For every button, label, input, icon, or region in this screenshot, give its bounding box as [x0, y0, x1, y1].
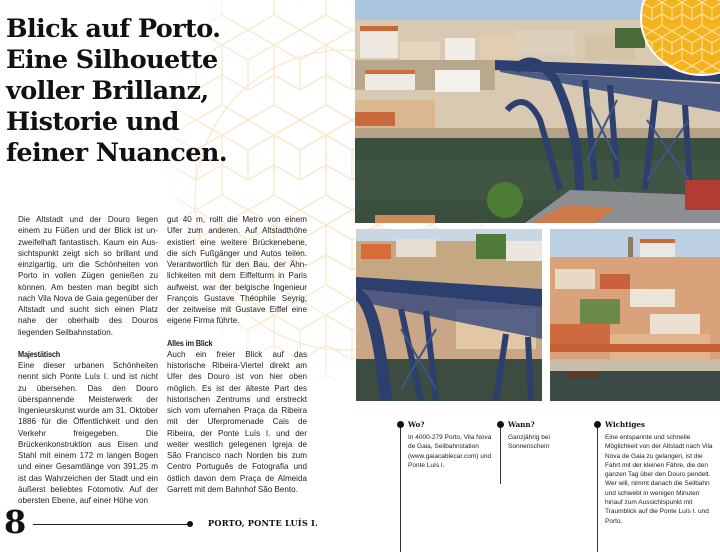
section1-paragraph-part2: gut 40 m, rollt die Metro von einem Ufer zum anderen. Auf Altstadthöhe existiert eine weitere Brückenebene, die sich Fußgänger und Autos teilen. Verantwortlich für den Bau, der Ähnlichkeiten mit dem Eiffelturm in Paris aufweist, war der belgische Ingenieur François Gustave Théophile Seyrig, der zeitweise mit Gustave Eiffel eine eigene Firma führte.	[167, 215, 307, 326]
bullet-dot-icon	[397, 421, 404, 428]
info-box-where	[397, 420, 497, 470]
info-box-rule	[597, 424, 598, 552]
intro-paragraph: Die Altstadt und der Douro liegen einem zu Füßen und der Blick ist unzweifelhaft fantastisch. Kaum ein Aussichtspunkt zeigt sich so brillant und einzigartig, um die Schönheiten von Porto in vollen Zügen genießen zu können. Am besten man begibt sich nach Vila Nova de Gaia gegenüber der Altstadt und sucht sich einen Platz nahe der oberhalb des Douros liegenden Seilbahnstation.	[18, 215, 158, 337]
bullet-dot-icon	[594, 421, 601, 428]
photo-ribeira	[550, 229, 720, 401]
info-box-title: Wann?	[508, 420, 535, 429]
info-box-when	[497, 420, 589, 452]
footer-dot-icon	[187, 521, 193, 527]
info-box-rule	[400, 424, 401, 552]
article-column-2	[167, 214, 307, 506]
headline-line: feiner Nuancen.	[6, 138, 228, 168]
headline	[6, 14, 346, 169]
info-box-title: Wichtiges	[605, 420, 645, 429]
page-number: 8	[4, 503, 27, 541]
footer-rule	[33, 524, 189, 525]
running-title: PORTO, PONTE LUÍS I.	[208, 518, 319, 528]
section2-paragraph: Auch ein freier Blick auf das historische Ribeira-Viertel direkt am Ufer des Douro ist von hier oben möglich. Es ist der älteste Part des historischen Zentrums und erstreckt sich vom ufernahen Praça da Ribeira mit der Uferpromenade Cais de Ribeira, der Ponte Luís I. und der weiter westlich gelegenen Igreja de São Francisco nach Norden bis zum Centro Português de Fotografia und östlich davon dem Praça de Almeida Garrett mit dem Bahnhof São Bento.	[167, 349, 307, 494]
section1-paragraph-part1: Eine dieser urbanen Schönheiten nennt sich Ponte Luís I. und ist nicht zu übersehen. Das den Douro überspannende Meisterwerk der Ingenieurskunst wurde am 31. Oktober 1886 für die Öffentlichkeit und den Verkehr freigegeben. Die Brückenkonstruktion aus Eisen und Stahl mit einem 172 m langen Bogen und einer Gesamtlänge von 391,25 m ist das Wahrzeichen der Stadt und ein äußerst beliebtes Fotomotiv. Auf der obersten Ebene, auf einer Höhe von	[18, 361, 158, 505]
info-box-rule	[500, 424, 501, 484]
info-box-text: In 4000-279 Porto, Vila Nova de Gaia, Seilbahnstation (www.gaiacablecar.com) und Ponte Luís I.	[408, 434, 492, 469]
headline-line: Blick auf Porto.	[6, 14, 221, 44]
section-heading-majestaetisch: Majestätisch	[18, 348, 61, 359]
bullet-dot-icon	[497, 421, 504, 428]
article-column-1	[18, 214, 158, 517]
info-box-text: Ganzjährig bei Sonnenschein	[508, 434, 550, 451]
headline-line: Eine Silhouette	[6, 45, 218, 75]
headline-line: voller Brillanz,	[6, 76, 209, 106]
info-box-important	[594, 420, 714, 526]
headline-line: Historie und	[6, 107, 179, 137]
photo-bridge-arch	[356, 229, 542, 401]
info-box-text: Eine entspannte und schnelle Möglichkeit von der Altstadt nach Vila Nova de Gaia zu gelangen, ist die Fahrt mit der kleinen Fähre, die den ganzen Tag über den Douro pendelt. Wer will, nimmt danach die Seilbahn und schwebt in wenigen Minuten hinauf zum Aussichtspunkt mit Traumblick auf die Ponte Luís I. und Porto.	[605, 434, 713, 525]
section-heading-alles-im-blick: Alles im Blick	[167, 337, 213, 348]
info-box-title: Wo?	[408, 420, 425, 429]
